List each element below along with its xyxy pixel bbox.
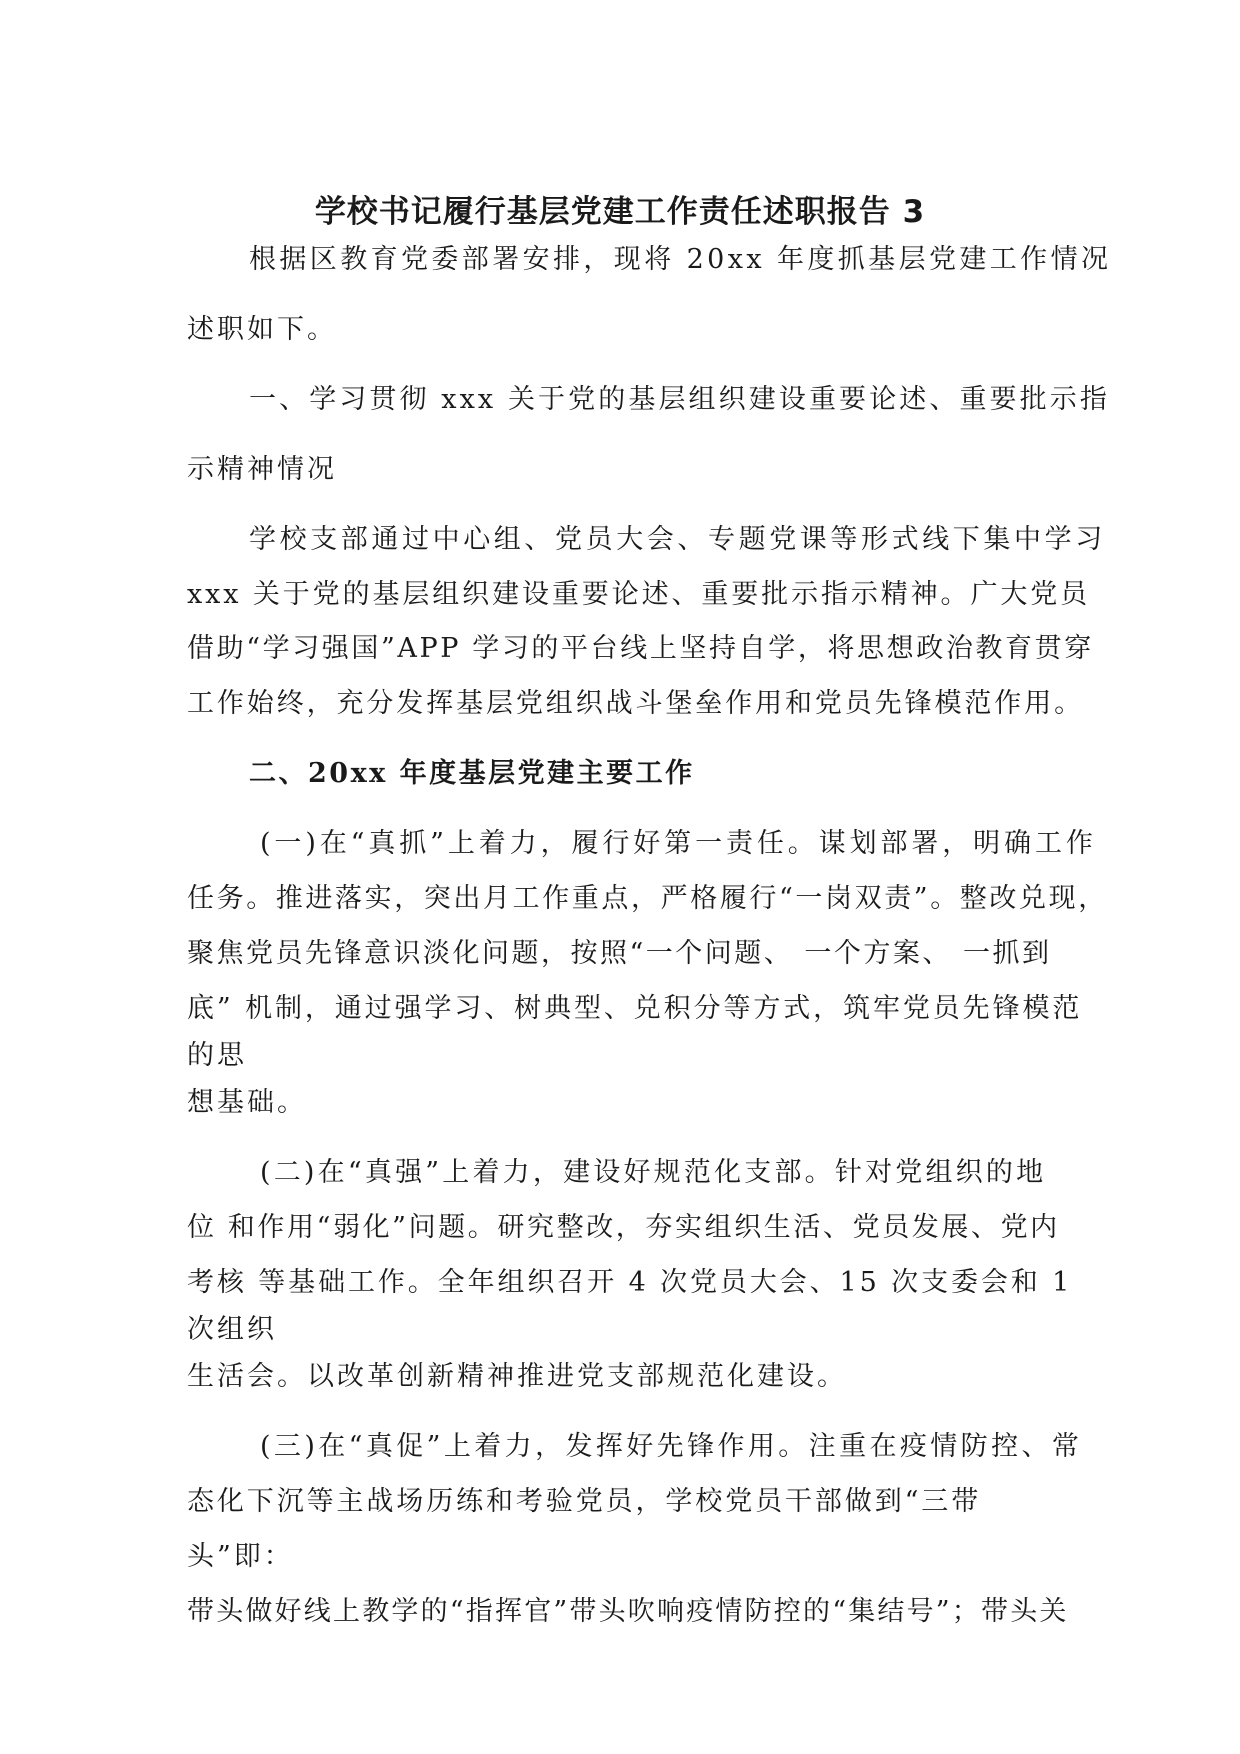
paragraph-line: 任务。推进落实，突出月工作重点，严格履行“一岗双责”。整改兑现， [187, 883, 1108, 914]
paragraph-line: 头”即： [187, 1541, 294, 1572]
document-title: 学校书记履行基层党建工作责任述职报告 3 [314, 194, 926, 230]
paragraph-line: 位 和作用“弱化”问题。研究整改，夯实组织生活、党员发展、党内 [187, 1212, 1060, 1243]
paragraph-line: 工作始终，充分发挥基层党组织战斗堡垒作用和党员先锋模范作用。 [187, 688, 1084, 719]
paragraph-line: 的思 [187, 1040, 247, 1071]
paragraph-line: 底” 机制，通过强学习、树典型、兑积分等方式，筑牢党员先锋模范 [187, 993, 1083, 1024]
paragraph-line: 带头做好线上教学的“指挥官”带头吹响疫情防控的“集结号”；带头关 [187, 1596, 1069, 1627]
section-heading-line: 示精神情况 [187, 454, 337, 485]
section-heading-line: 一、学习贯彻 xxx 关于党的基层组织建设重要论述、重要批示指 [249, 384, 1110, 415]
paragraph-line: 述职如下。 [187, 314, 337, 345]
paragraph-line: 态化下沉等主战场历练和考验党员，学校党员干部做到“三带 [187, 1486, 982, 1517]
paragraph-line: 想基础。 [187, 1087, 307, 1118]
paragraph-line: (一)在“真抓”上着力，履行好第一责任。谋划部署，明确工作 [260, 828, 1097, 859]
paragraph-line: xxx 关于党的基层组织建设重要论述、重要批示指示精神。广大党员 [187, 579, 1091, 610]
paragraph-line: 次组织 [187, 1314, 277, 1345]
paragraph-line: 考核 等基础工作。全年组织召开 4 次党员大会、15 次支委会和 1 [187, 1267, 1073, 1298]
section-heading-line: 二、20xx 年度基层党建主要工作 [249, 758, 695, 789]
paragraph-line: 学校支部通过中心组、党员大会、专题党课等形式线下集中学习 [249, 524, 1106, 555]
paragraph-line: 根据区教育党委部署安排，现将 20xx 年度抓基层党建工作情况 [249, 244, 1112, 275]
paragraph-line: (二)在“真强”上着力，建设好规范化支部。针对党组织的地 [260, 1157, 1047, 1188]
paragraph-line: 生活会。以改革创新精神推进党支部规范化建设。 [187, 1361, 847, 1392]
paragraph-line: (三)在“真促”上着力，发挥好先锋作用。注重在疫情防控、常 [260, 1431, 1083, 1462]
paragraph-line: 借助“学习强国”APP 学习的平台线上坚持自学，将思想政治教育贯穿 [187, 633, 1094, 664]
paragraph-line: 聚焦党员先锋意识淡化问题，按照“一个问题、 一个方案、 一抓到 [187, 938, 1052, 969]
